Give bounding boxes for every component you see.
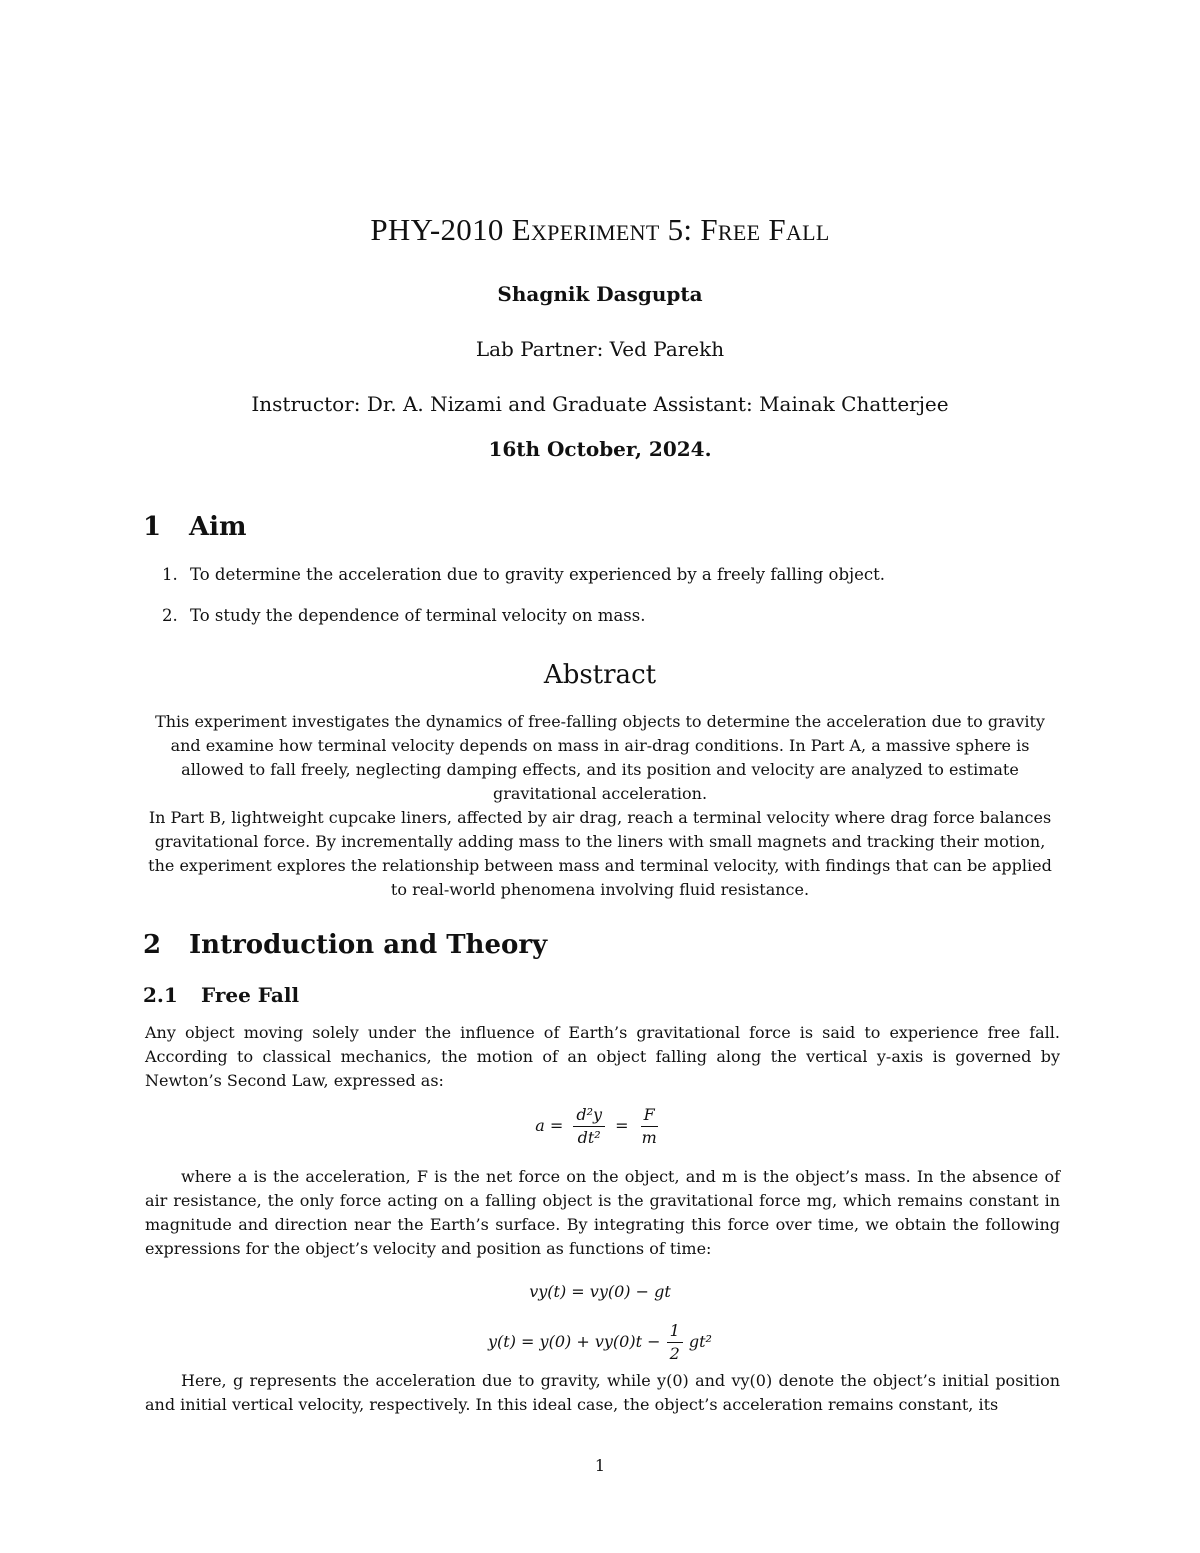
section-intro-heading	[143, 930, 547, 960]
fraction-denominator: dt²	[577, 1128, 601, 1147]
fraction-d2y-dt2	[573, 1106, 605, 1147]
title-small-caps: Experiment 5: Free Fall	[511, 212, 830, 247]
eq-equals: =	[615, 1116, 629, 1135]
abstract-heading: Abstract	[543, 660, 657, 690]
eq-position-rhs: gt²	[688, 1332, 712, 1351]
paragraph-text: where a is the acceleration, F is the net force on the object, and m is the object’s mass. In the absence of air resistance, the only force acting on a falling object is the gravitational force mg, which remains constant in magnitude and direction near the Earth’s surface. By integrating this force over time, we obtain the following expressions for the object’s velocity and position as functions of time:	[145, 1167, 1060, 1258]
section-number: 1	[143, 512, 162, 542]
list-item-number: 1.	[162, 565, 178, 584]
fraction-numerator: F	[641, 1106, 658, 1127]
intro-paragraph-3	[145, 1369, 1060, 1417]
list-item-number: 2.	[162, 606, 178, 625]
list-item-text: To determine the acceleration due to gravity experienced by a freely falling object.	[190, 565, 886, 584]
eq-position-lhs: y(t) = y(0) + vy(0)t −	[488, 1332, 661, 1351]
eq-lhs: a =	[535, 1116, 564, 1135]
instructor-line: Instructor: Dr. A. Nizami and Graduate Assistant: Mainak Chatterjee	[251, 392, 949, 416]
list-item	[162, 565, 885, 584]
list-item	[162, 606, 645, 625]
section-title: Introduction and Theory	[189, 930, 548, 960]
fraction-one-half	[667, 1322, 683, 1363]
fraction-numerator: 1	[667, 1322, 683, 1343]
intro-paragraph-2	[145, 1165, 1060, 1261]
subsection-free-fall-heading	[143, 983, 299, 1007]
fraction-f-m	[639, 1106, 660, 1147]
equation-velocity: vy(t) = vy(0) − gt	[529, 1282, 671, 1301]
report-date: 16th October, 2024.	[488, 437, 712, 461]
section-aim-heading	[143, 512, 247, 542]
abstract-paragraph: In Part B, lightweight cupcake liners, affected by air drag, reach a terminal velocity where drag force balances gravitational force. By incrementally adding mass to the liners with small magnets and tracking their motion, the experiment explores the relationship between mass and terminal velocity, with findings that can be applied to real-world phenomena involving fluid resistance.	[148, 808, 1052, 899]
equation-newton	[0, 1106, 1200, 1147]
subsection-number: 2.1	[143, 983, 178, 1007]
lab-partner: Lab Partner: Ved Parekh	[475, 337, 725, 361]
page-number: 1	[594, 1456, 606, 1475]
fraction-denominator: m	[641, 1128, 657, 1147]
section-number: 2	[143, 930, 162, 960]
subsection-title: Free Fall	[201, 983, 300, 1007]
title-prefix: PHY-2010	[370, 212, 512, 247]
list-item-text: To study the dependence of terminal velocity on mass.	[190, 606, 646, 625]
abstract-paragraph: This experiment investigates the dynamics of free-falling objects to determine the acceleration due to gravity and examine how terminal velocity depends on mass in air-drag conditions. In Part A, a massive sphere is allowed to fall freely, neglecting damping effects, and its position and velocity are analyzed to estimate gravitational acceleration.	[155, 712, 1045, 803]
intro-paragraph-1	[145, 1021, 1060, 1093]
paragraph-text: Here, g represents the acceleration due to gravity, while y(0) and vy(0) denote the object’s initial position and initial vertical velocity, respectively. In this ideal case, the object’s acceleration remains constant, its	[145, 1371, 1060, 1414]
equation-position	[0, 1322, 1200, 1363]
page-title	[0, 212, 1200, 248]
abstract-body	[145, 710, 1055, 902]
fraction-denominator: 2	[669, 1344, 680, 1363]
author-name: Shagnik Dasgupta	[497, 282, 703, 306]
paragraph-text: Any object moving solely under the influence of Earth’s gravitational force is said to experience free fall. According to classical mechanics, the motion of an object falling along the vertical y-axis is governed by Newton’s Second Law, expressed as:	[145, 1023, 1060, 1090]
section-title: Aim	[189, 512, 247, 542]
fraction-numerator: d²y	[573, 1106, 605, 1127]
